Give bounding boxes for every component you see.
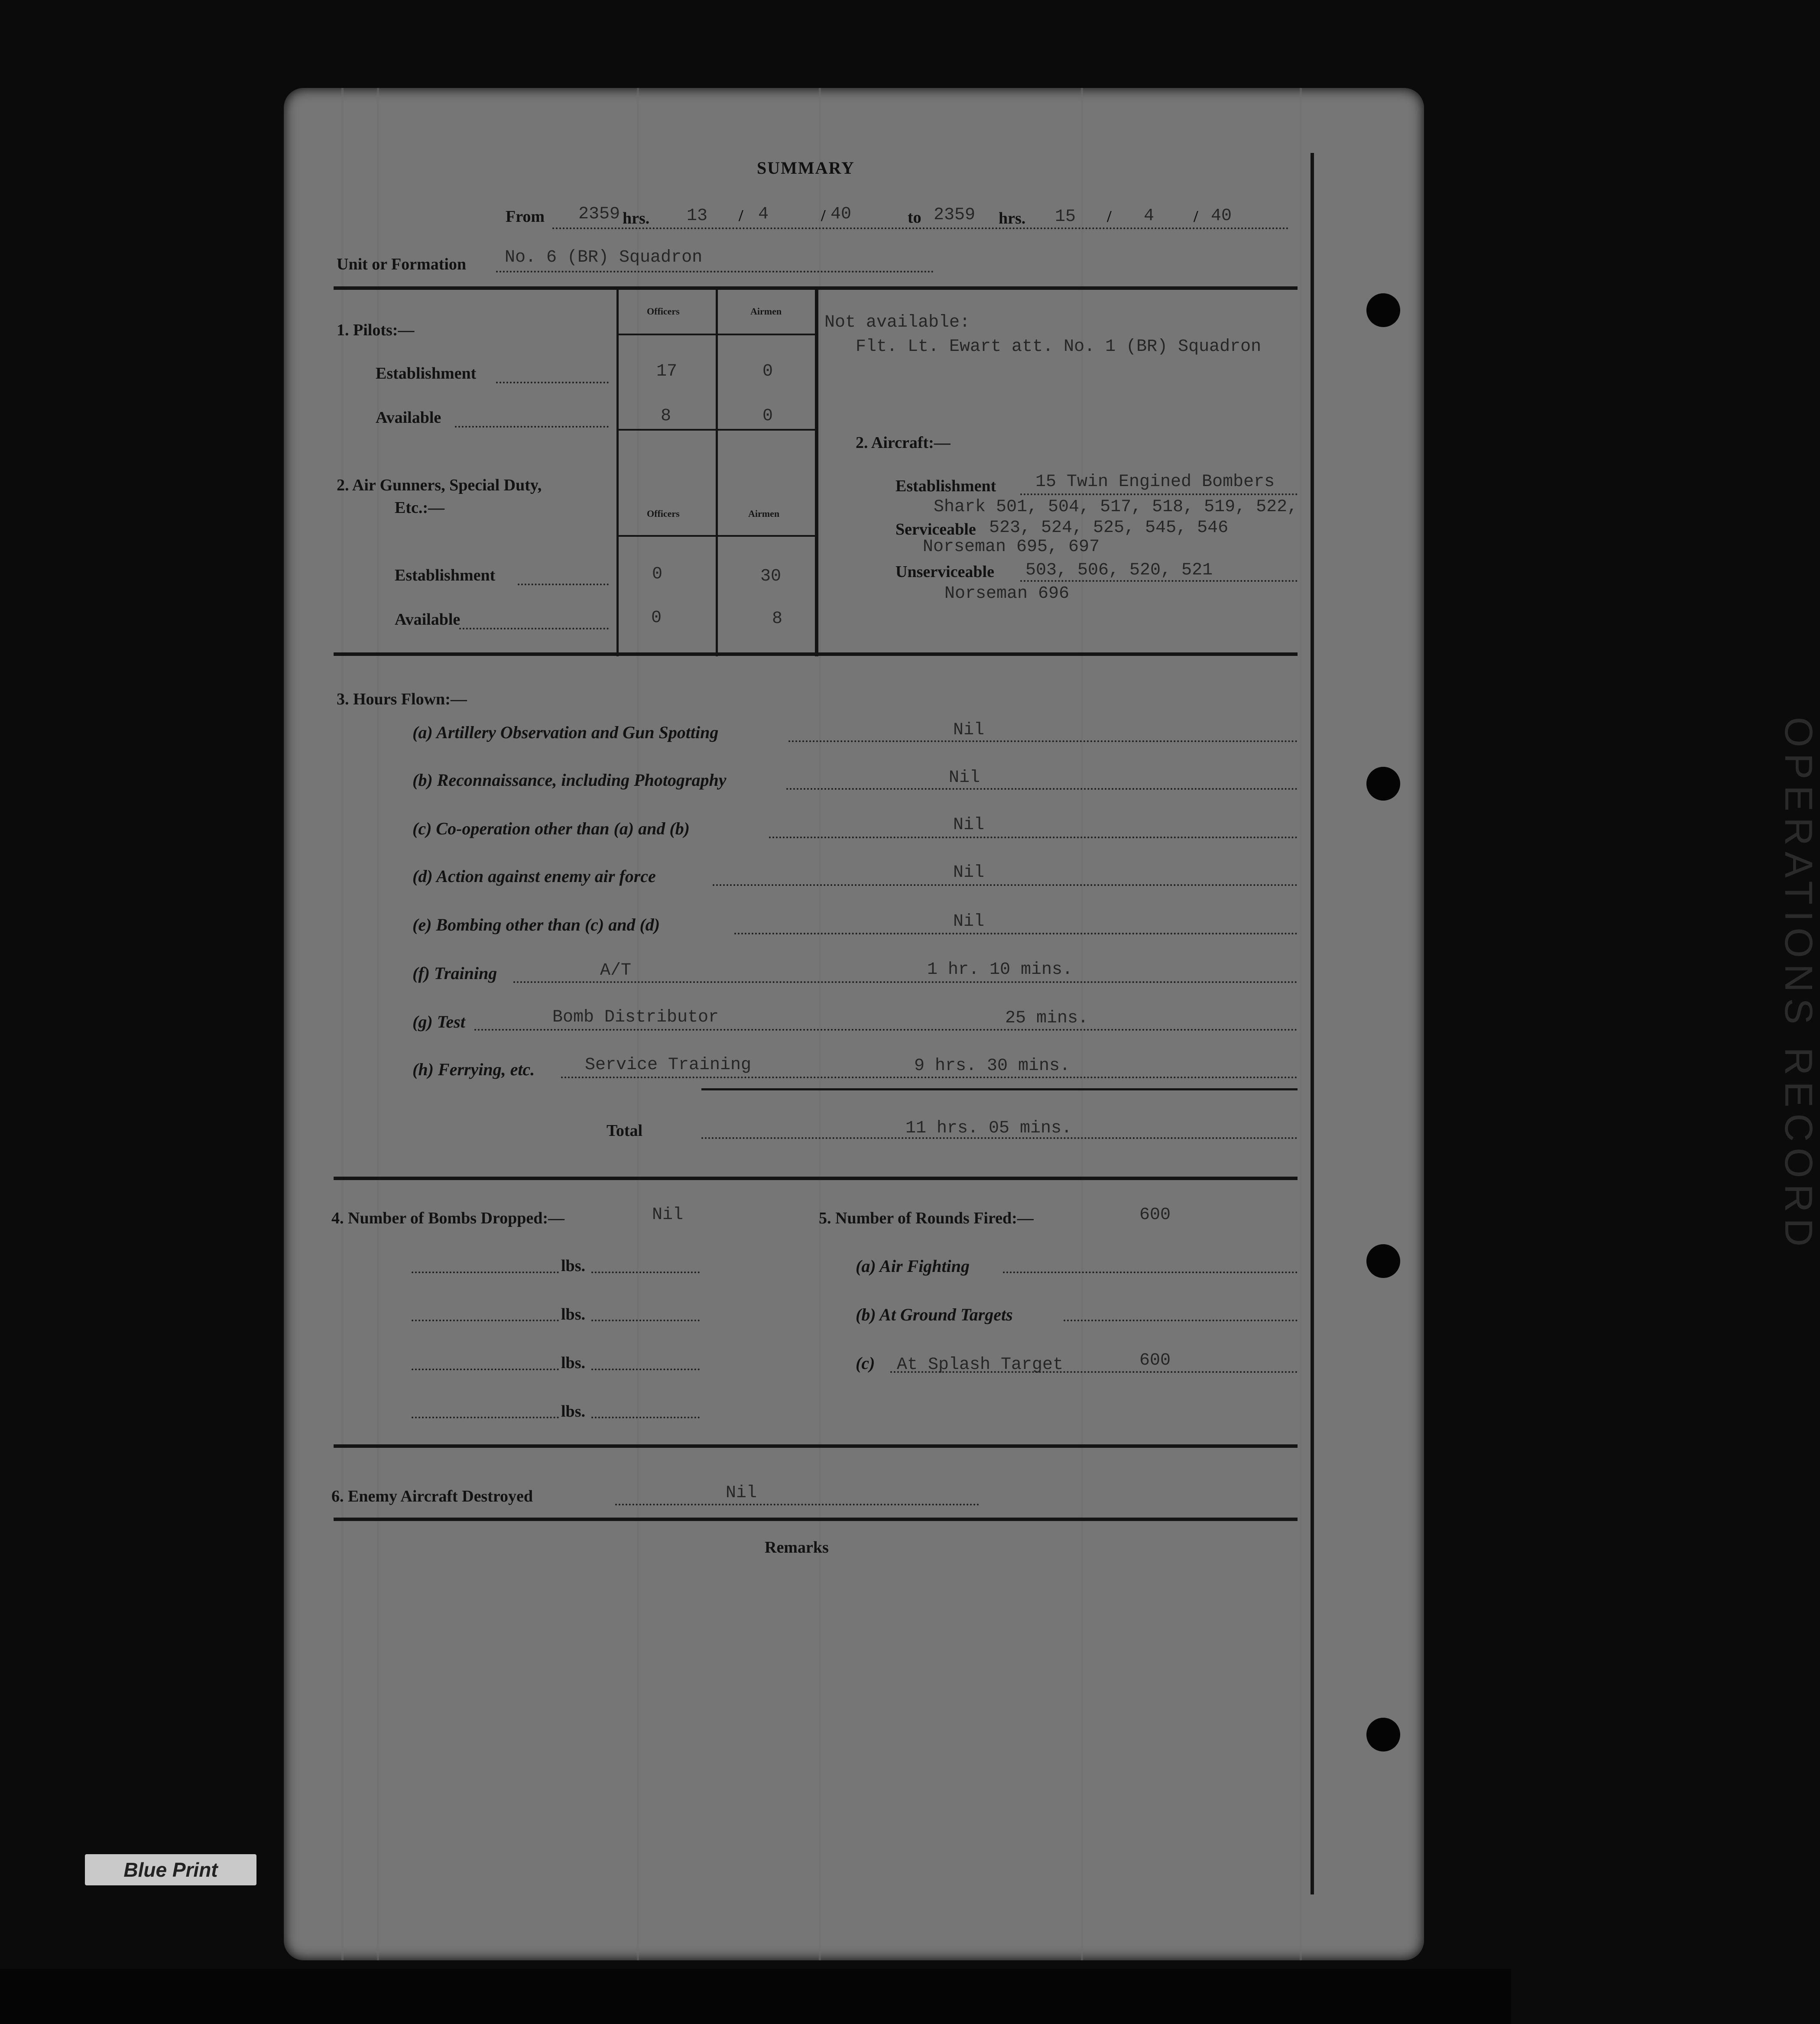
hours-item-a-label: (a) Artillery Observation and Gun Spotting: [412, 723, 719, 742]
air-gunners-heading-etc: Etc.:—: [395, 499, 445, 517]
punch-hole: [1366, 1718, 1400, 1752]
aircraft-serviceable-value: 523, 524, 525, 545, 546: [989, 518, 1229, 538]
hours-item-c-label: (c) Co-operation other than (a) and (b): [412, 819, 690, 838]
pilots-available-officers: 8: [661, 406, 672, 426]
bombs-value: Nil: [652, 1205, 684, 1225]
air-gunners-officers-header: Officers: [647, 508, 680, 519]
section-divider: [334, 652, 1298, 656]
dotted-leader: [591, 1320, 700, 1321]
dotted-leader: [591, 1369, 700, 1370]
table-grid-line: [616, 334, 817, 335]
pilots-establishment-label: Establishment: [376, 364, 477, 383]
pilots-officers-header: Officers: [647, 306, 680, 317]
air-gunners-establishment-label: Establishment: [395, 566, 496, 584]
air-gunners-available-label: Available: [395, 610, 461, 629]
date-slash: /: [1107, 208, 1112, 226]
binding-margin-line: [1311, 153, 1314, 1894]
from-day: 13: [687, 206, 708, 226]
aircraft-establishment-value: 15 Twin Engined Bombers: [1035, 472, 1275, 492]
dotted-leader: [734, 933, 1298, 934]
form-title: SUMMARY: [757, 158, 855, 178]
remarks-heading: Remarks: [765, 1538, 829, 1557]
rounds-heading: 5. Number of Rounds Fired:—: [819, 1209, 1034, 1227]
aircraft-norseman-unserviceable: Norseman 696: [944, 584, 1070, 603]
date-slash: /: [739, 207, 743, 225]
pilots-establishment-officers: 17: [656, 362, 678, 381]
pilots-airmen-header: Airmen: [750, 306, 782, 317]
hours-item-h-label: (h) Ferrying, etc.: [412, 1060, 535, 1079]
to-day: 15: [1055, 207, 1076, 227]
table-grid-line: [817, 290, 818, 656]
punch-hole: [1366, 293, 1400, 327]
hours-item-e-label: (e) Bombing other than (c) and (d): [412, 915, 660, 934]
period-dotted-line: [552, 227, 1289, 229]
bombs-weight-line: [412, 1320, 559, 1321]
aircraft-norseman-serviceable: Norseman 695, 697: [923, 537, 1100, 557]
unit-label: Unit or Formation: [337, 255, 467, 273]
dotted-leader: [788, 740, 1298, 742]
rounds-ground-targets-label: (b) At Ground Targets: [856, 1305, 1013, 1324]
date-slash: /: [821, 207, 826, 225]
rounds-splash-label: (c): [856, 1353, 875, 1373]
air-gunners-establishment-officers: 0: [652, 564, 663, 584]
dotted-leader: [455, 426, 609, 428]
punch-hole: [1366, 767, 1400, 801]
paper-column-line: [341, 88, 344, 1960]
dotted-leader: [518, 584, 609, 585]
table-grid-line: [616, 290, 619, 656]
bombs-lbs-label: lbs.: [561, 1354, 585, 1372]
dotted-leader: [591, 1271, 700, 1273]
unit-value: No. 6 (BR) Squadron: [505, 248, 703, 267]
dotted-leader: [1020, 580, 1298, 582]
section-divider: [334, 286, 1298, 290]
to-year: 40: [1211, 206, 1232, 226]
to-month: 4: [1144, 206, 1155, 226]
enemy-aircraft-value: Nil: [726, 1483, 757, 1503]
blue-print-archive-label: Blue Print: [85, 1854, 256, 1885]
air-gunners-available-airmen: 8: [772, 609, 783, 629]
bombs-weight-line: [412, 1369, 559, 1370]
total-rule: [701, 1088, 1298, 1090]
dotted-leader: [615, 1504, 979, 1505]
paper-column-line: [1300, 88, 1302, 1960]
to-label: to: [908, 208, 921, 227]
aircraft-heading: 2. Aircraft:—: [856, 434, 951, 452]
dotted-leader: [713, 884, 1298, 886]
from-time: 2359: [578, 204, 620, 224]
bombs-lbs-label: lbs.: [561, 1305, 585, 1323]
dotted-leader: [769, 837, 1298, 838]
hours-item-f-label: (f) Training: [412, 963, 497, 983]
from-month: 4: [758, 204, 769, 224]
pilots-establishment-airmen: 0: [762, 362, 773, 381]
date-slash: /: [1194, 208, 1198, 226]
from-label: From: [506, 208, 545, 226]
from-hrs-label: hrs.: [623, 209, 650, 227]
hours-item-g-label: (g) Test: [412, 1012, 465, 1031]
pilots-not-available-detail: Flt. Lt. Ewart att. No. 1 (BR) Squadron: [856, 337, 1262, 357]
dotted-leader: [1020, 493, 1298, 495]
air-gunners-heading: 2. Air Gunners, Special Duty,: [337, 476, 542, 494]
rounds-splash-detail: At Splash Target: [897, 1355, 1064, 1375]
summary-form-sheet: [284, 88, 1820, 1960]
hours-item-d-value: Nil: [953, 863, 985, 882]
hours-item-c-value: Nil: [953, 815, 985, 835]
hours-item-g-detail: Bomb Distributor: [552, 1008, 719, 1027]
aircraft-unserviceable-label: Unserviceable: [895, 563, 994, 581]
air-gunners-establishment-airmen: 30: [760, 567, 782, 586]
section-divider: [334, 1444, 1298, 1448]
hours-item-b-value: Nil: [949, 768, 980, 788]
paper-column-line: [819, 88, 821, 1960]
rounds-value: 600: [1139, 1205, 1171, 1225]
pilots-not-available-note: Not available:: [824, 313, 970, 332]
to-hrs-label: hrs.: [999, 209, 1026, 227]
aircraft-establishment-label: Establishment: [895, 477, 996, 495]
dotted-leader: [1064, 1320, 1298, 1321]
dotted-leader: [496, 382, 609, 383]
dotted-leader: [591, 1417, 700, 1418]
punch-hole: [1366, 1244, 1400, 1278]
hours-item-h-detail: Service Training: [585, 1055, 752, 1075]
hours-item-b-label: (b) Reconnaissance, including Photography: [412, 770, 727, 790]
section-divider: [334, 1518, 1298, 1521]
table-grid-line: [716, 290, 718, 656]
hours-total-label: Total: [607, 1122, 643, 1140]
hours-item-f-value: 1 hr. 10 mins.: [927, 960, 1073, 980]
pilots-heading: 1. Pilots:—: [337, 321, 415, 339]
table-grid-line: [616, 429, 817, 431]
pilots-available-airmen: 0: [762, 406, 773, 426]
dotted-leader: [459, 628, 609, 629]
bombs-weight-line: [412, 1271, 559, 1273]
hours-total-value: 11 hrs. 05 mins.: [905, 1119, 1072, 1138]
aircraft-unserviceable-value: 503, 506, 520, 521: [1025, 561, 1213, 580]
aircraft-shark-list: Shark 501, 504, 517, 518, 519, 522,: [934, 497, 1298, 517]
hours-flown-heading: 3. Hours Flown:—: [337, 690, 467, 708]
rounds-air-fighting-label: (a) Air Fighting: [856, 1256, 970, 1276]
dotted-leader: [1003, 1271, 1298, 1273]
section-divider: [334, 1177, 1298, 1180]
dotted-leader: [890, 1371, 1298, 1373]
film-border: [0, 1969, 1511, 2024]
dotted-leader: [786, 788, 1298, 790]
enemy-aircraft-label: 6. Enemy Aircraft Destroyed: [331, 1487, 533, 1505]
rounds-splash-value: 600: [1139, 1351, 1171, 1370]
hours-item-g-value: 25 mins.: [1005, 1009, 1089, 1028]
table-grid-line: [616, 535, 817, 537]
dotted-leader: [513, 981, 1298, 983]
from-year: 40: [831, 204, 852, 224]
unit-dotted-line: [496, 271, 934, 272]
hours-item-a-value: Nil: [953, 720, 985, 740]
aircraft-serviceable-label: Serviceable: [895, 520, 976, 538]
hours-item-d-label: (d) Action against enemy air force: [412, 866, 656, 886]
bombs-lbs-label: lbs.: [561, 1402, 585, 1421]
hours-item-f-detail: A/T: [600, 961, 632, 980]
air-gunners-available-officers: 0: [651, 608, 662, 628]
bombs-lbs-label: lbs.: [561, 1257, 585, 1275]
bombs-weight-line: [412, 1417, 559, 1418]
bombs-heading: 4. Number of Bombs Dropped:—: [331, 1209, 565, 1227]
dotted-leader: [474, 1029, 1298, 1031]
dotted-leader: [561, 1077, 1298, 1078]
air-gunners-airmen-header: Airmen: [748, 508, 780, 519]
operations-record-stamp: OPERATIONS RECORD: [1777, 717, 1820, 1253]
pilots-available-label: Available: [376, 409, 441, 427]
to-time: 2359: [934, 205, 976, 225]
hours-item-h-value: 9 hrs. 30 mins.: [914, 1056, 1071, 1076]
hours-item-e-value: Nil: [953, 912, 985, 931]
